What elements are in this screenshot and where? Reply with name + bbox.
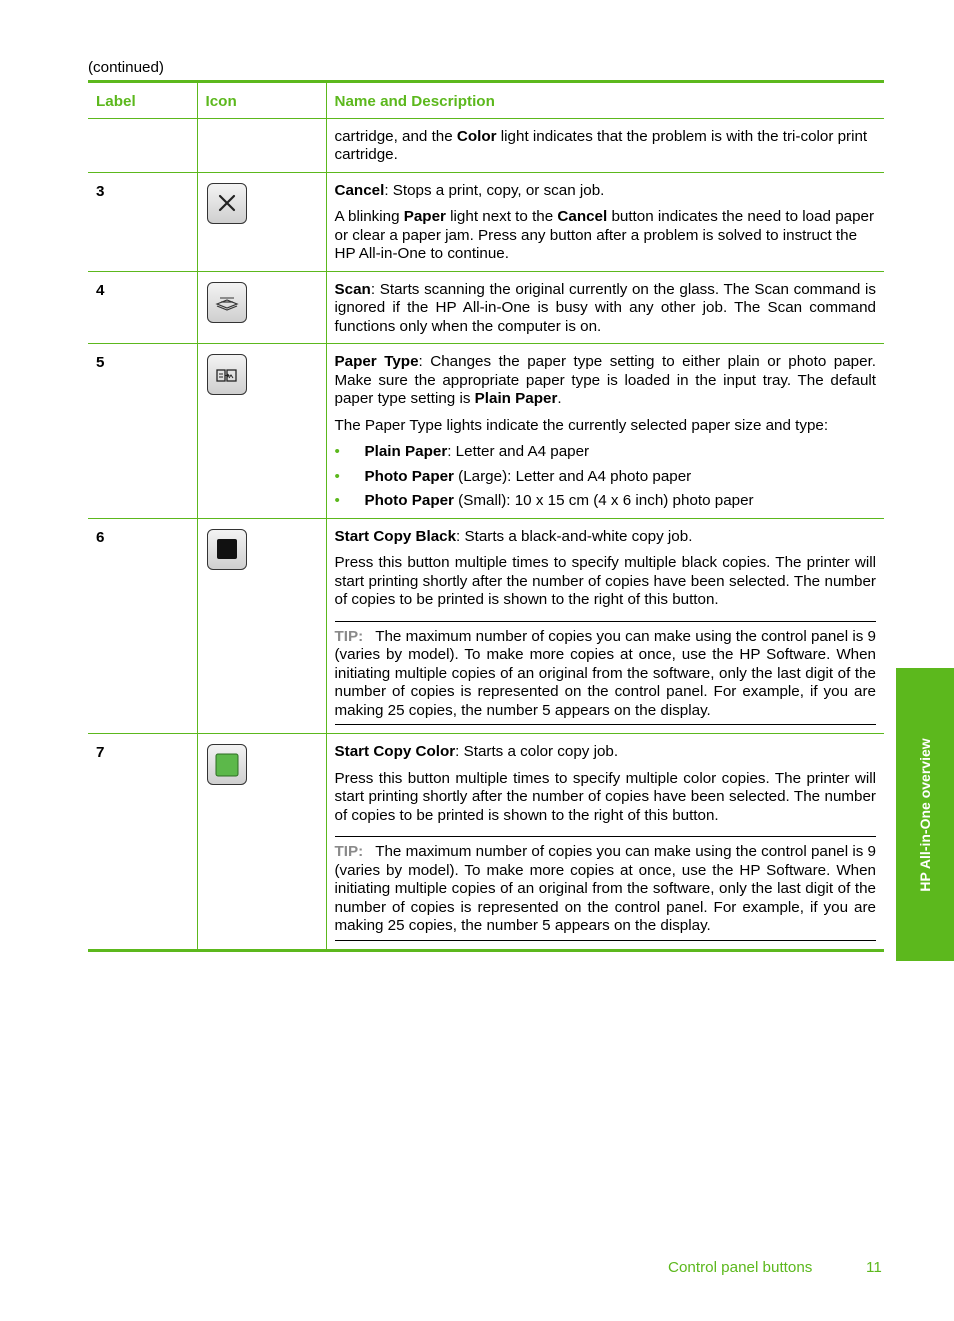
row-description-cell xyxy=(326,172,884,271)
copy-black-detail: Press this button multiple times to specify multiple black copies. The printer will start printing shortly after the number of copies have been selected. The number of copies to be printed is shown to the right of this button. xyxy=(334,554,876,608)
row-icon-cell xyxy=(197,344,326,519)
paper-type-lights-text: The Paper Type lights indicate the currently selected paper size and type: xyxy=(334,416,829,434)
text-run: A blinking xyxy=(334,208,404,225)
paper-type-summary xyxy=(335,353,877,409)
cancel-detail xyxy=(335,208,877,264)
table-row-scan xyxy=(88,271,884,344)
footer-section-title: Control panel buttons xyxy=(668,1259,813,1276)
row-icon-cell xyxy=(197,271,326,344)
bold-term: Cancel xyxy=(557,208,608,225)
bold-term: Plain Paper xyxy=(364,443,448,460)
bold-term: Plain Paper xyxy=(474,390,558,407)
tip-label: TIP: xyxy=(334,843,364,860)
row-description-cell xyxy=(326,271,884,344)
cancel-summary xyxy=(335,182,877,201)
continued-label: (continued) xyxy=(88,59,164,76)
scan-description xyxy=(335,281,877,337)
row-label: 5 xyxy=(88,344,197,519)
paper-type-icon xyxy=(207,354,247,395)
row-icon-cell xyxy=(197,518,326,734)
control-panel-buttons-table xyxy=(88,80,884,952)
tip-label: TIP: xyxy=(334,627,364,645)
table-row-start-copy-black xyxy=(88,518,884,734)
copy-color-detail: Press this button multiple times to specify multiple color copies. The printer will start printing shortly after the number of copies have been selected. The number of copies to be printed is shown to the right of this button. xyxy=(334,769,876,824)
table-row-cancel xyxy=(88,172,884,271)
tip-box xyxy=(335,621,877,726)
continued-description xyxy=(335,128,877,165)
row-label: 3 xyxy=(88,172,197,271)
table-row-continued xyxy=(88,118,884,172)
scan-icon xyxy=(207,282,247,323)
text-run: : Starts a black-and-white copy job. xyxy=(456,527,693,545)
text-run: cartridge, and the xyxy=(334,127,457,145)
list-item xyxy=(335,468,877,487)
row-icon-cell xyxy=(197,734,326,951)
bold-term: Scan xyxy=(334,280,371,298)
table-row-start-copy-color xyxy=(88,734,884,951)
bullet-icon: • xyxy=(334,467,340,485)
text-run: : Changes the paper type setting to either plain or photo paper. Make sure the appropriate paper type is loaded in the input tray. The default paper type setting is xyxy=(334,353,877,407)
text-run: : Letter and A4 paper xyxy=(447,443,590,460)
bold-term: Start Copy Color xyxy=(334,743,456,760)
bold-term: Start Copy Black xyxy=(334,527,457,545)
row-description-cell xyxy=(326,734,884,951)
copy-black-summary xyxy=(335,528,877,547)
text-run: light next to the xyxy=(445,208,558,225)
text-run: button indicates the need to load paper or clear a paper jam. Press any button after a problem is solved to instruct the HP All-in-One to continue. xyxy=(334,208,875,262)
row-description-cell xyxy=(326,518,884,734)
copy-color-summary xyxy=(335,743,877,762)
chapter-side-tab xyxy=(896,668,954,961)
bold-term: Photo Paper xyxy=(364,467,454,485)
table-row-paper-type xyxy=(88,344,884,519)
list-item xyxy=(335,443,877,462)
column-header-label: Label xyxy=(88,82,197,119)
row-label: 7 xyxy=(88,734,197,951)
bold-term: Cancel xyxy=(334,181,385,199)
bold-term: Paper xyxy=(403,208,446,225)
bold-term: Color xyxy=(456,127,497,145)
row-label: 4 xyxy=(88,271,197,344)
text-run: (Large): Letter and A4 photo paper xyxy=(453,467,692,485)
text-run: light indicates that the problem is with the tri-color print cartridge. xyxy=(334,127,868,163)
row-label-cell xyxy=(88,118,197,172)
bullet-icon: • xyxy=(334,492,340,509)
page-number: 11 xyxy=(866,1259,882,1276)
row-label: 6 xyxy=(88,518,197,734)
tip-text: The maximum number of copies you can make using the control panel is 9 (varies by model). To make more copies at once, use the HP Software. When initiating multiple copies of an original from the software, only the last digit of the number of copies is represented on the control panel. For example, if you are making 25 copies, the number 5 appears on the display. xyxy=(334,627,876,719)
column-header-description: Name and Description xyxy=(326,82,884,119)
row-description-cell xyxy=(326,118,884,172)
row-icon-cell xyxy=(197,118,326,172)
table-header-row xyxy=(88,82,884,119)
row-icon-cell xyxy=(197,172,326,271)
tip-text: The maximum number of copies you can make using the control panel is 9 (varies by model). To make more copies at once, use the HP Software. When initiating multiple copies of an original from the software, only the last digit of the number of copies is represented on the control panel. For example, if you are making 25 copies, the number 5 appears on the display. xyxy=(334,843,876,934)
paper-type-list xyxy=(335,443,877,511)
bold-term: Paper Type xyxy=(334,353,419,370)
tip-box xyxy=(335,836,877,941)
text-run: : Stops a print, copy, or scan job. xyxy=(384,181,605,199)
cancel-x-icon xyxy=(207,183,247,224)
start-copy-black-icon xyxy=(207,529,247,570)
text-run: (Small): 10 x 15 cm (4 x 6 inch) photo paper xyxy=(453,492,754,509)
bullet-icon: • xyxy=(334,443,340,460)
text-run: : Starts a color copy job. xyxy=(455,743,619,760)
chapter-side-tab-label: HP All-in-One overview xyxy=(916,737,933,892)
row-description-cell xyxy=(326,344,884,519)
text-run: : Starts scanning the original currently on the glass. The Scan command is ignored if the HP All-in-One is busy with any other job. The Scan command functions only when the computer is on. xyxy=(334,280,876,335)
list-item xyxy=(335,492,877,511)
text-run: . xyxy=(557,390,562,407)
start-copy-color-icon xyxy=(207,744,247,785)
bold-term: Photo Paper xyxy=(364,492,454,509)
column-header-icon: Icon xyxy=(197,82,326,119)
